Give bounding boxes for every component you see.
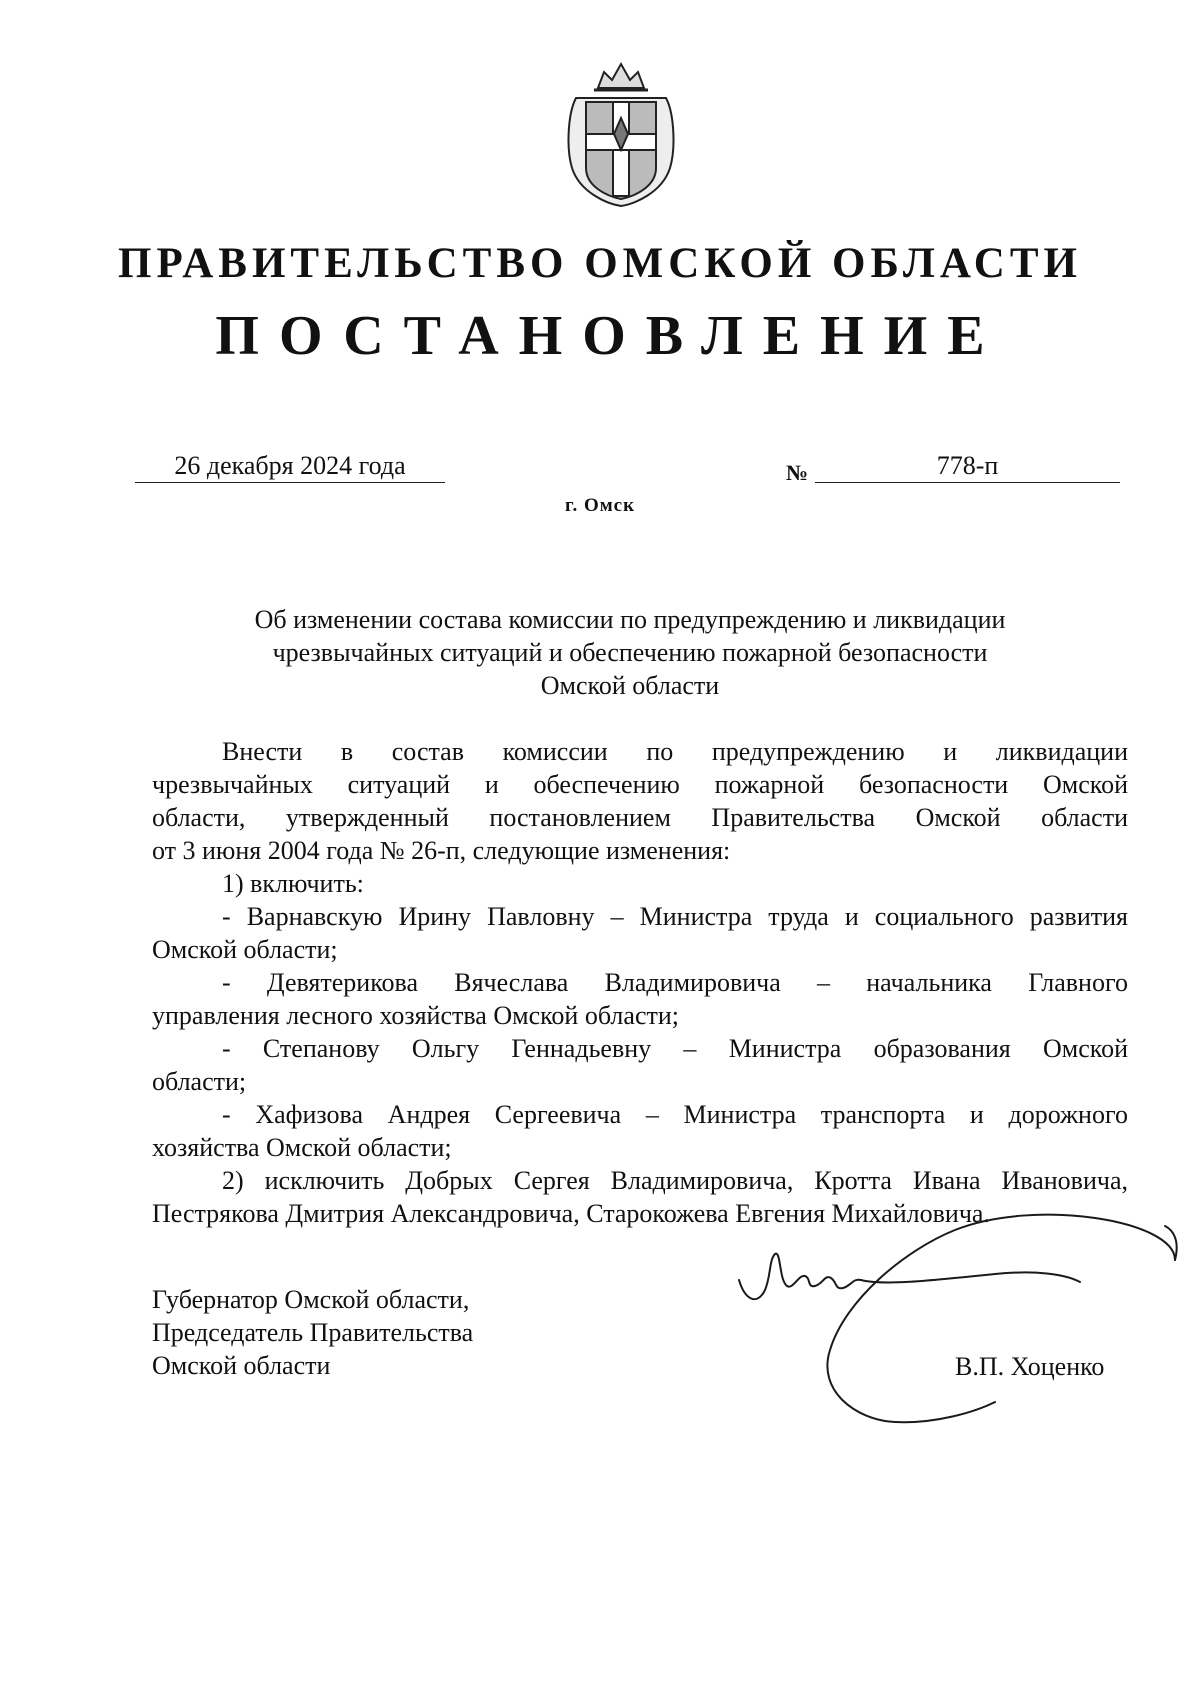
body-line: Пестрякова Дмитрия Александровича, Старокожева Евгения Михайловича. (152, 1199, 990, 1228)
body-line: области, утвержденный постановлением Правительства Омской области (152, 803, 1128, 832)
handwritten-signature (735, 1190, 1195, 1460)
city: г. Омск (564, 495, 636, 516)
body-line: Омской области; (152, 935, 338, 964)
body-line: чрезвычайных ситуаций и обеспечению пожарной безопасности Омской (152, 770, 1128, 799)
subject-line: чрезвычайных ситуаций и обеспечению пожарной безопасности (272, 638, 988, 667)
signer-position-line: Омской области (152, 1351, 331, 1380)
signer-name: В.П. Хоценко (955, 1352, 1105, 1381)
government-title: ПРАВИТЕЛЬСТВО ОМСКОЙ ОБЛАСТИ (118, 240, 1082, 287)
subject-line: Омской области (540, 671, 720, 700)
signer-position-line: Губернатор Омской области, (152, 1285, 470, 1314)
body-line: Внести в состав комиссии по предупреждению и ликвидации (222, 737, 1128, 766)
signer-position-line: Председатель Правительства (152, 1318, 474, 1347)
body-line: - Степанову Ольгу Геннадьевну – Министра образования Омской (222, 1034, 1128, 1063)
document-subject (150, 603, 1110, 702)
body-line: - Хафизова Андрея Сергеевича – Министра транспорта и дорожного (222, 1100, 1128, 1129)
body-line: 2) исключить Добрых Сергея Владимировича, Кротта Ивана Ивановича, (222, 1166, 1128, 1195)
subject-line: Об изменении состава комиссии по предупреждению и ликвидации (254, 605, 1006, 634)
document-body (152, 735, 1128, 1230)
body-line: хозяйства Омской области; (152, 1133, 452, 1162)
number-sign: № (786, 460, 809, 485)
document-number: 778-п (815, 450, 1120, 483)
signer-position (152, 1283, 473, 1382)
body-line: управления лесного хозяйства Омской области; (152, 1001, 679, 1030)
body-line: от 3 июня 2004 года № 26-п, следующие изменения: (152, 836, 731, 865)
body-line: области; (152, 1067, 247, 1096)
omsk-coat-of-arms-emblem (558, 58, 684, 208)
body-line: 1) включить: (222, 869, 364, 898)
document-date: 26 декабря 2024 года (135, 450, 445, 483)
document-type-title: ПОСТАНОВЛЕНИЕ (215, 305, 1005, 367)
body-line: - Варнавскую Ирину Павловну – Министра труда и социального развития (222, 902, 1128, 931)
body-line: - Девятерикова Вячеслава Владимировича – начальника Главного (222, 968, 1128, 997)
